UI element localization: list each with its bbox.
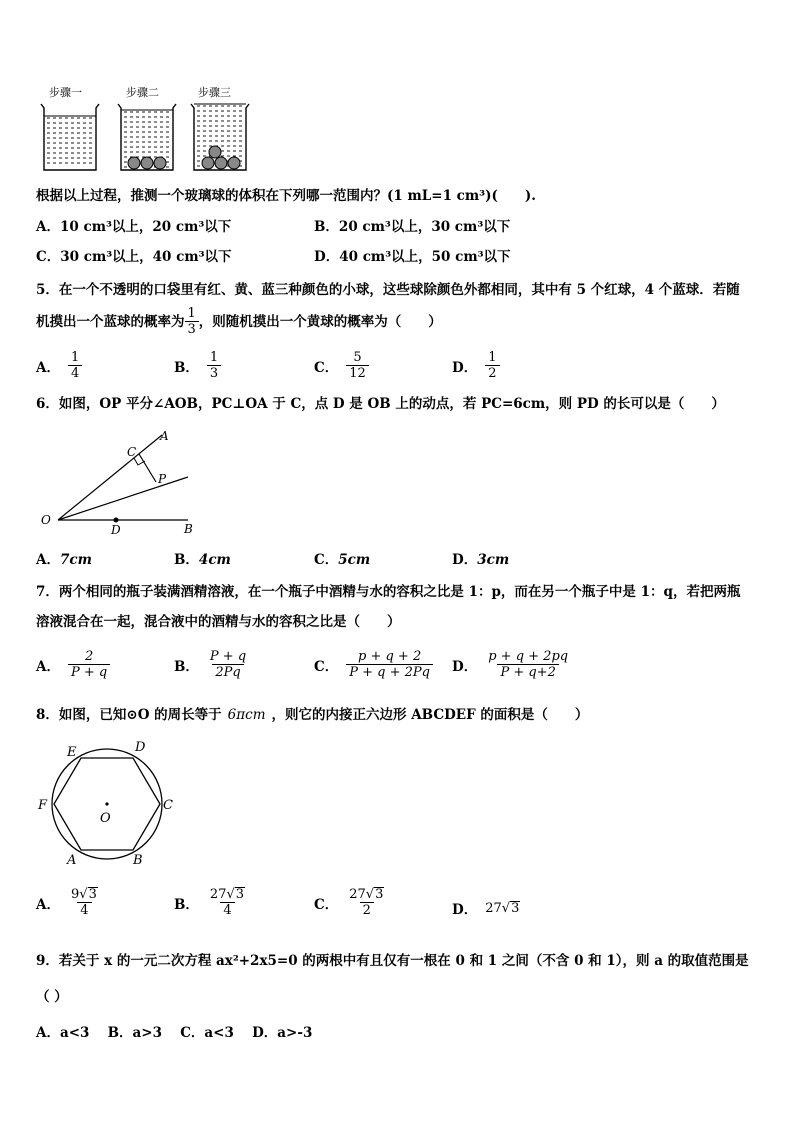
q8-hexagon-figure [36,736,186,871]
q8-option-a: A． 9 √ 3 4 [36,887,97,918]
q5-option-d: D． $\frac{1}{2}$ [452,350,500,381]
beaker-3 [191,104,249,170]
q7-line2: 溶液混合在一起，混合液中的酒精与水的容积之比是（ ） [36,614,401,630]
q4-stem: 根据以上过程，推测一个玻璃球的体积在下列哪一范围内？(1 mL=1 cm³)( ). [36,188,536,204]
q7-option-a: A． $\frac{2}{P + q}$ [36,649,110,680]
q5-option-c: C． $\frac{5}{12}$ [314,350,369,381]
label-P: P [158,472,167,486]
q6-option-d: D．3cm [452,552,510,568]
q8-option-c: C． 27 √ 3 2 [314,887,384,918]
q4-option-a: A．10 cm³以上，20 cm³以下 [36,219,232,235]
q9-line1: 9．若关于 x 的一元二次方程 ax²+2x5=0 的两根中有且仅有一根在 0 和 1 之间（不含 0 和 1），则 a 的取值范围是 [36,953,749,969]
q6-angle-figure [36,425,206,540]
q9-options: A．a<3 B．a>3 C．a<3 D．a>-3 [36,1025,313,1041]
q9-line2: （ ） [36,989,68,1005]
label-D: D [135,740,146,755]
label-O: O [100,811,111,826]
q4-option-c: C．30 cm³以上，40 cm³以下 [36,249,232,265]
label-D: D [111,523,121,537]
label-A: A [160,429,169,443]
label-A: A [67,853,77,868]
label-E: E [67,745,77,760]
label-O: O [41,513,51,527]
step-label-1: 步骤一 [49,86,82,99]
q8-option-d: D． 27 √ 3 [452,900,520,918]
q5-line1: 5．在一个不透明的口袋里有红、黄、蓝三种颜色的小球，这些球除颜色外都相同，其中有 5 个红球，4 个蓝球．若随 [36,282,740,298]
beaker-1 [41,104,99,170]
q8-circumference: 6πcm [227,707,266,723]
beaker-figure [36,82,266,174]
q7-option-c: C． $\frac{p + q + 2}{P + q + 2Pq}$ [314,649,433,680]
q5-line2: 机摸出一个蓝球的概率为 $\frac{1}{3}$ ，则随机摸出一个黄球的概率为（ ） [36,306,442,337]
label-B: B [184,522,193,536]
q8-option-b: B． 27 √ 3 4 [174,887,245,918]
label-B: B [133,853,143,868]
label-C: C [127,445,137,459]
label-F: F [38,798,48,813]
q6-option-a: A．7cm [36,552,92,568]
step-label-3: 步骤三 [198,86,231,99]
beaker-2 [118,104,176,170]
q4-option-b: B．20 cm³以上，30 cm³以下 [314,219,511,235]
q6-option-b: B．4cm [174,552,231,568]
q6-stem: 6．如图，OP 平分∠AOB，PC⊥OA 于 C，点 D 是 OB 上的动点，若 PC=6cm，则 PD 的长可以是（ ） [36,396,725,412]
q8-stem: 8．如图，已知⊙O 的周长等于 6πcm ，则它的内接正六边形 ABCDEF 的面积是（ ） [36,707,589,723]
q5-stem-fraction: $\frac{1}{3}$ [185,306,199,337]
q4-option-d: D．40 cm³以上，50 cm³以下 [314,249,511,265]
q5-option-b: B． $\frac{1}{3}$ [174,350,221,381]
step-label-2: 步骤二 [126,86,159,99]
q5-option-a: A． $\frac{1}{4}$ [36,350,82,381]
q6-option-c: C．5cm [314,552,371,568]
q7-option-b: B． $\frac{P + q}{2Pq}$ [174,649,247,680]
q7-line1: 7．两个相同的瓶子装满酒精溶液，在一个瓶子中酒精与水的容积之比是 1：p，而在另一个瓶子中是 1：q，若把两瓶 [36,584,741,600]
q7-option-d: D． $\frac{p + q + 2pq}{P + q+2}$ [452,649,569,680]
label-C: C [163,798,173,813]
